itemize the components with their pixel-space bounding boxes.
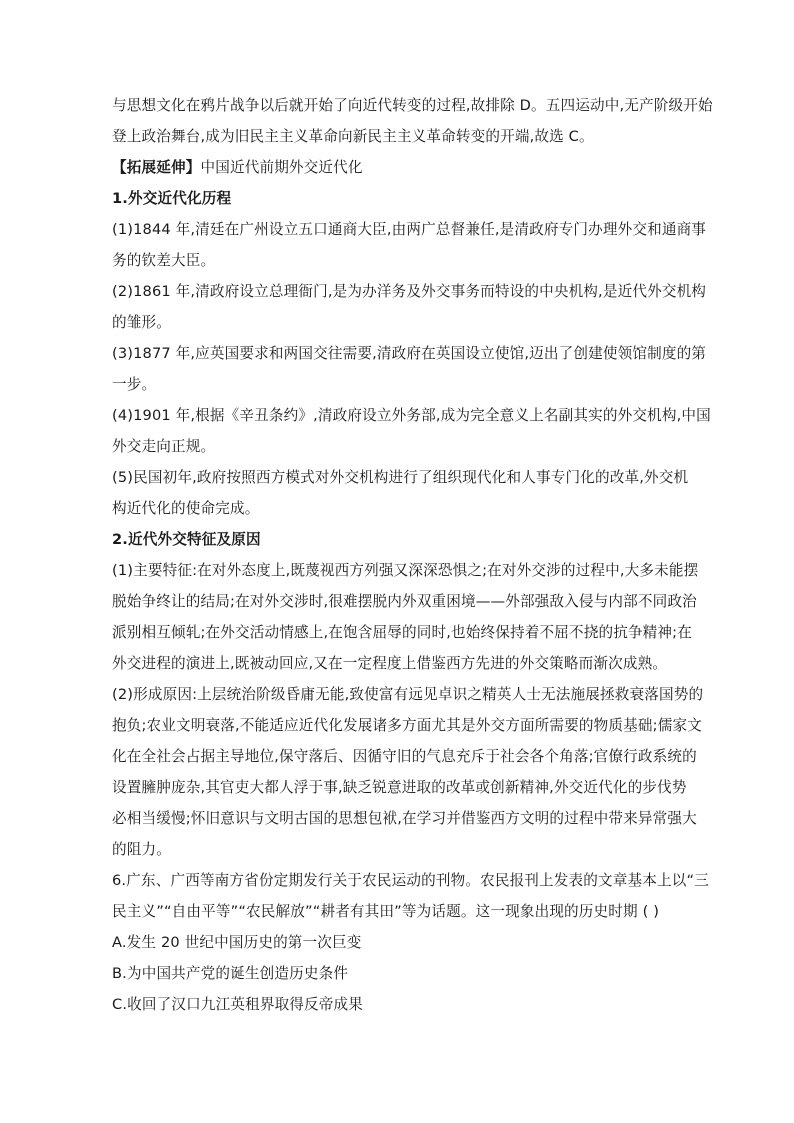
section1-item-4	[112, 405, 711, 458]
intro-line-2: 登上政治舞台,成为旧民主主义革命向新民主主义革命转变的开端,故选 C。	[112, 128, 594, 145]
causes-line-2: 抱负;农业文明衰落,不能适应近代化发展诸多方面尤其是外交方面所需要的物质基础;儒家文	[112, 717, 702, 734]
features-line-2: 脱始争终让的结局;在对外交涉时,很难摆脱内外双重困境——外部强敌入侵与内部不同政治	[112, 593, 697, 610]
section1-item-2	[112, 281, 707, 334]
section1-item-1-line-1: (1)1844 年,清廷在广州设立五口通商大臣,由两广总督兼任,是清政府专门办理外交和通商事	[112, 221, 707, 238]
extension-header	[112, 157, 684, 179]
causes-line-3: 化在全社会占据主导地位,保守落后、因循守旧的气息充斥于社会各个角落;官僚行政系统的	[112, 748, 697, 765]
extension-tag: 【拓展延伸】	[112, 159, 201, 176]
section1-item-1-line-2: 务的钦差大臣。	[112, 252, 216, 269]
section2-heading: 2.近代外交特征及原因	[112, 531, 261, 548]
section1-item-2-line-2: 的雏形。	[112, 314, 171, 331]
section1-item-5	[112, 467, 689, 520]
extension-title: 中国近代前期外交近代化	[200, 159, 363, 176]
features-line-1: (1)主要特征:在对外态度上,既蔑视西方列强又深深恐惧之;在对外交涉的过程中,大多未能摆	[112, 562, 699, 579]
question-6	[112, 870, 709, 1016]
features-line-3: 派别相互倾轧;在外交活动情感上,在饱含屈辱的同时,也始终保持着不屈不挠的抗争精神;在	[112, 624, 692, 641]
question-6-stem-line-2: 民主义”“自由平等”“农民解放”“耕者有其田”等为话题。这一现象出现的历史时期 ( )	[112, 903, 660, 920]
features-line-4: 外交进程的演进上,既被动回应,又在一定程度上借鉴西方先进的外交策略而渐次成熟。	[112, 655, 668, 672]
section1-heading: 1.外交近代化历程	[112, 190, 232, 207]
section1-item-3-line-1: (3)1877 年,应英国要求和两国交往需要,清政府在英国设立使馆,迈出了创建使领馆制度的第	[112, 345, 707, 362]
document-page	[112, 95, 713, 1016]
section1-item-2-line-1: (2)1861 年,清政府设立总理衙门,是为办洋务及外交事务而特设的中央机构,是近代外交机构	[112, 283, 707, 300]
section1-item-4-line-2: 外交走向正规。	[112, 438, 216, 455]
question-6-stem-line-1: 6.广东、广西等南方省份定期发行关于农民运动的刊物。农民报刊上发表的文章基本上以“三	[112, 872, 709, 889]
causes-line-1: (2)形成原因:上层统治阶级昏庸无能,致使富有远见卓识之精英人士无法施展拯救衰落国势的	[112, 686, 704, 703]
section1-item-3	[112, 343, 707, 396]
causes-line-6: 的阻力。	[112, 841, 171, 858]
section1-item-1	[112, 219, 707, 272]
causes-line-4: 设置臃肿庞杂,其官吏大都人浮于事,缺乏锐意进取的改革或创新精神,外交近代化的步伐势	[112, 779, 687, 796]
section1-item-4-line-1: (4)1901 年,根据《辛丑条约》,清政府设立外务部,成为完全意义上名副其实的外交机构,中国	[112, 407, 711, 424]
causes-line-5: 必相当缓慢;怀旧意识与文明古国的思想包袱,在学习并借鉴西方文明的过程中带来异常强大	[112, 810, 697, 827]
section1-item-5-line-1: (5)民国初年,政府按照西方模式对外交机构进行了组织现代化和人事专门化的改革,外交机	[112, 469, 689, 486]
intro-line-1: 与思想文化在鸦片战争以后就开始了向近代转变的过程,故排除 D。五四运动中,无产阶级开始	[112, 97, 713, 114]
section2-features	[112, 560, 699, 675]
question-6-option-a: A.发生 20 世纪中国历史的第一次巨变	[112, 934, 362, 951]
section2-causes	[112, 684, 704, 861]
question-6-option-b: B.为中国共产党的诞生创造历史条件	[112, 965, 349, 982]
question-6-option-c: C.收回了汉口九江英租界取得反帝成果	[112, 996, 364, 1013]
section1-item-5-line-2: 构近代化的使命完成。	[112, 500, 260, 517]
section1-item-3-line-2: 一步。	[112, 376, 157, 393]
